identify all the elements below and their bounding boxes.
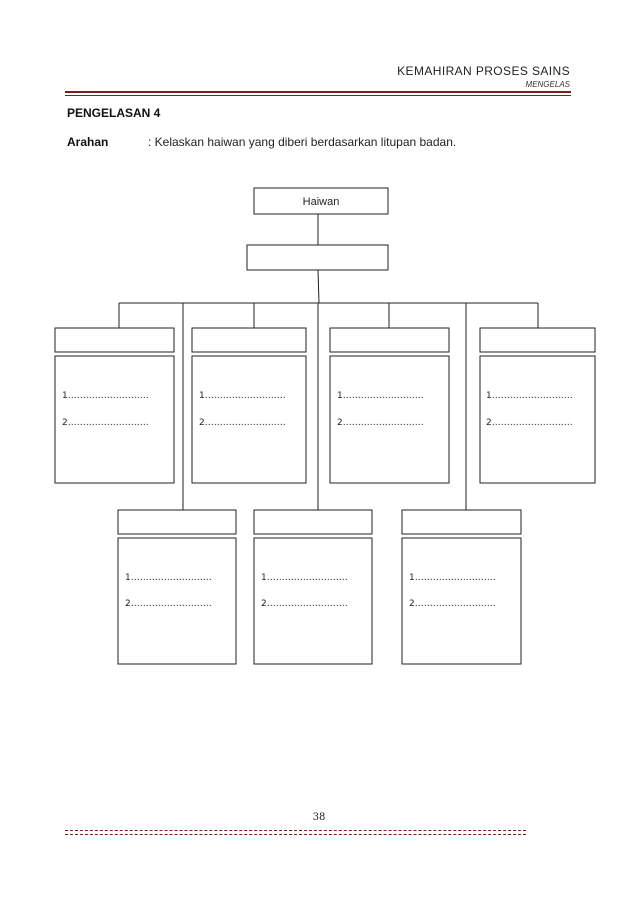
answer-line-2: 2……………………… (125, 599, 212, 609)
instruction-text: : Kelaskan haiwan yang diberi berdasarkan litupan badan. (148, 135, 457, 149)
answer-line-1: 1……………………… (125, 573, 212, 583)
category-box-2[interactable] (192, 328, 306, 352)
category-box-5[interactable] (118, 510, 236, 534)
answer-line-1: 1……………………… (261, 573, 348, 583)
category-box-4[interactable] (480, 328, 595, 352)
page-number: 38 (312, 812, 326, 823)
category-box-6[interactable] (254, 510, 372, 534)
footer-rule-second (65, 834, 526, 835)
answer-line-2: 2……………………… (409, 599, 496, 609)
header-title: KEMAHIRAN PROSES SAINS (397, 64, 570, 78)
answer-line-1: 1……………………… (337, 391, 424, 401)
instruction-label: Arahan (67, 135, 109, 149)
category-box-3[interactable] (330, 328, 449, 352)
answer-line-2: 2……………………… (337, 418, 424, 428)
category-box-7[interactable] (402, 510, 521, 534)
answer-line-1: 1……………………… (409, 573, 496, 583)
answer-line-2: 2……………………… (199, 418, 286, 428)
section-title: PENGELASAN 4 (67, 106, 161, 120)
answer-line-1: 1……………………… (62, 391, 149, 401)
level1-box[interactable] (247, 245, 388, 270)
answer-line-2: 2……………………… (62, 418, 149, 428)
footer-rule (65, 830, 526, 831)
answer-line-1: 1……………………… (199, 391, 286, 401)
header-subtitle: MENGELAS (525, 80, 570, 89)
root-label: Haiwan (302, 196, 340, 208)
answer-line-2: 2……………………… (486, 418, 573, 428)
answer-line-1: 1……………………… (486, 391, 573, 401)
answer-line-2: 2……………………… (261, 599, 348, 609)
category-box-1[interactable] (55, 328, 174, 352)
